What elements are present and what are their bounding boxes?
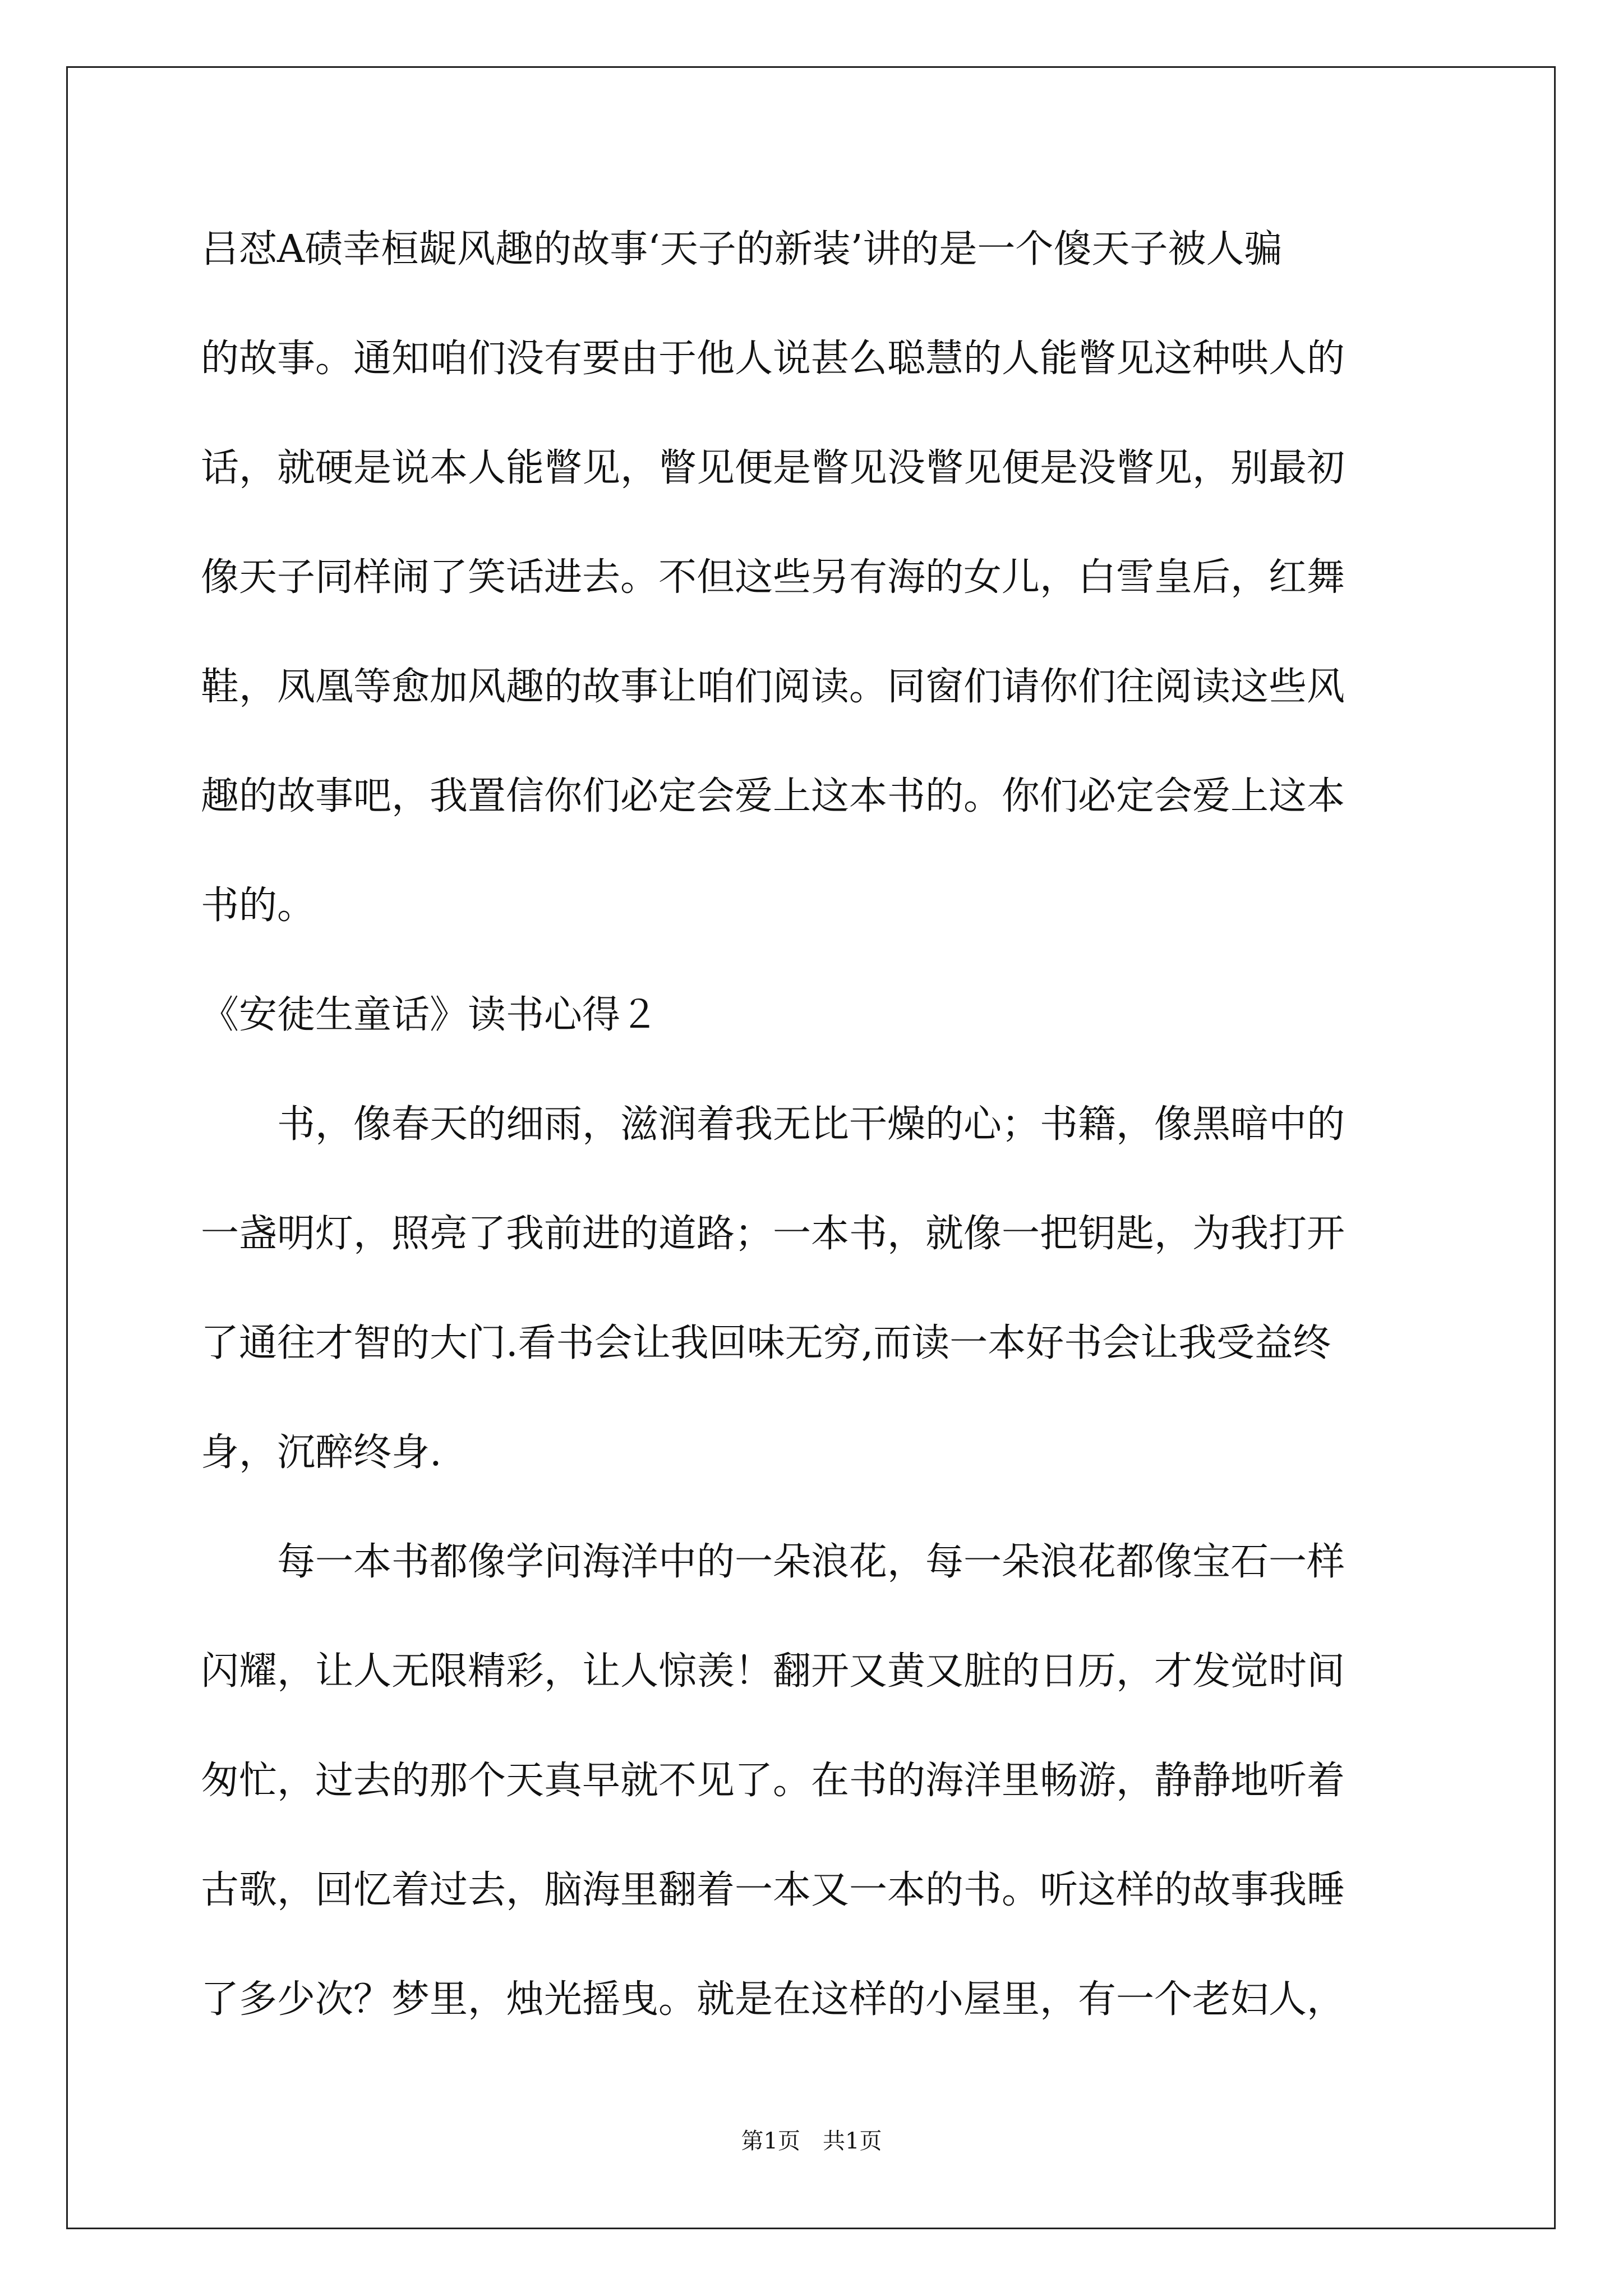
text-line: 了通往才智的大门.看书会让我回味无穷,而读一本好书会让我受益终 (201, 1321, 1331, 1365)
paragraph-knowledge-ocean (201, 1534, 1423, 2027)
text-line: 吕怼A碛幸桓龊风趣的故事‘天子的新装’讲的是一个傻天子被人骗 (201, 227, 1283, 272)
text-line: 了多少次？梦里，烛光摇曳。就是在这样的小屋里，有一个老妇人， (201, 1977, 1345, 2022)
section-heading: 《安徒生童话》读书心得２ (201, 993, 659, 1037)
text-line: 像天子同样闹了笑话进去。不但这些另有海的女儿，白雪皇后，红舞 (201, 555, 1345, 600)
paragraph-book-metaphor (201, 1097, 1423, 1480)
text-line: 的故事。通知咱们没有要由于他人说甚么聪慧的人能瞥见这种哄人的 (201, 337, 1345, 381)
text-line: 闪耀，让人无限精彩，让人惊羡！翻开又黄又脏的日历，才发觉时间 (201, 1649, 1345, 1694)
text-line: 书，像春天的细雨，滋润着我无比干燥的心；书籍，像黑暗中的 (201, 1102, 1345, 1147)
text-line: 书的。 (201, 884, 316, 928)
text-line: 匆忙，过去的那个天真早就不见了。在书的海洋里畅游，静静地听着 (201, 1759, 1345, 1803)
text-line: 话，就硬是说本人能瞥见，瞥见便是瞥见没瞥见便是没瞥见，别最初 (201, 446, 1345, 490)
document-body (201, 222, 1423, 2081)
page-footer: 第1页 共1页 (741, 2128, 882, 2154)
text-line: 一盏明灯，照亮了我前进的道路；一本书，就像一把钥匙，为我打开 (201, 1212, 1345, 1256)
text-line: 身，沉醉终身. (201, 1430, 442, 1475)
text-line: 趣的故事吧，我置信你们必定会爱上这本书的。你们必定会爱上这本 (201, 774, 1345, 818)
paragraph-fairy-tale-summary (201, 222, 1423, 933)
text-line: 古歌，回忆着过去，脑海里翻着一本又一本的书。听这样的故事我睡 (201, 1868, 1345, 1912)
text-line: 鞋，凤凰等愈加风趣的故事让咱们阅读。同窗们请你们往阅读这些风 (201, 665, 1345, 709)
text-line: 每一本书都像学问海洋中的一朵浪花，每一朵浪花都像宝石一样 (201, 1540, 1345, 1584)
